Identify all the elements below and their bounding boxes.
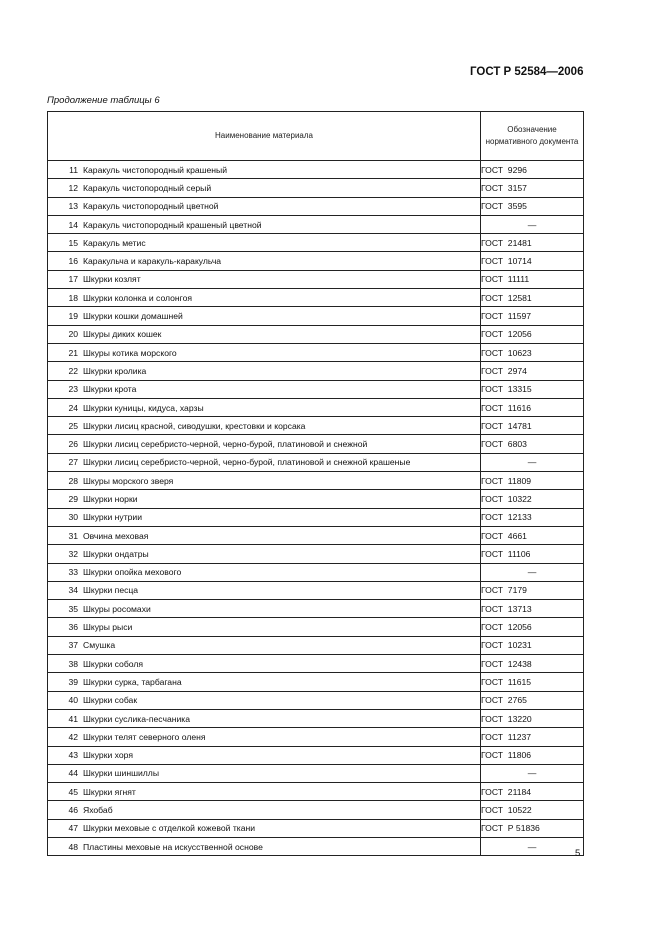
table-row — [48, 417, 584, 435]
row-number: 12 — [68, 182, 78, 193]
material-name-cell — [48, 362, 481, 380]
material-name: Шкурки шиншиллы — [83, 768, 160, 779]
row-number: 39 — [68, 676, 78, 687]
material-name: Шкурки песца — [83, 585, 139, 596]
material-name-cell — [48, 343, 481, 361]
normative-document-cell: ГОСТ 10231 — [481, 636, 584, 654]
table-row — [48, 655, 584, 673]
material-name-cell — [48, 801, 481, 819]
normative-document-cell: — — [481, 764, 584, 782]
material-name: Пластины меховые на искусственной основе — [83, 841, 263, 852]
material-name: Каракульча и каракуль-каракульча — [83, 256, 222, 267]
row-number: 35 — [68, 603, 78, 614]
table-row — [48, 728, 584, 746]
material-name-cell — [48, 270, 481, 288]
row-number: 24 — [68, 402, 78, 413]
normative-document-cell: ГОСТ 13220 — [481, 709, 584, 727]
table-row — [48, 783, 584, 801]
material-name-cell — [48, 161, 481, 179]
normative-document-cell: — — [481, 837, 584, 855]
table-row — [48, 270, 584, 288]
table-row — [48, 545, 584, 563]
row-number: 47 — [68, 823, 78, 834]
material-name-cell — [48, 600, 481, 618]
normative-document-cell: ГОСТ 11615 — [481, 673, 584, 691]
material-name-cell — [48, 234, 481, 252]
material-name-cell — [48, 819, 481, 837]
table-row — [48, 325, 584, 343]
material-name-cell — [48, 307, 481, 325]
normative-document-cell: ГОСТ 14781 — [481, 417, 584, 435]
table-row — [48, 362, 584, 380]
material-name-cell — [48, 490, 481, 508]
normative-document-cell: ГОСТ 3595 — [481, 197, 584, 215]
material-name: Шкуры диких кошек — [83, 329, 162, 340]
normative-document-cell: ГОСТ 12056 — [481, 325, 584, 343]
material-name-cell — [48, 581, 481, 599]
table-header-row — [48, 112, 584, 161]
material-name: Шкурки соболя — [83, 658, 144, 669]
table-row — [48, 161, 584, 179]
normative-document-cell: ГОСТ 3157 — [481, 179, 584, 197]
material-name-cell — [48, 453, 481, 471]
normative-document-cell: ГОСТ 13315 — [481, 380, 584, 398]
table-row — [48, 673, 584, 691]
normative-document-cell: ГОСТ 11616 — [481, 398, 584, 416]
normative-document-cell: ГОСТ 9296 — [481, 161, 584, 179]
material-name: Яхобаб — [83, 805, 113, 816]
table-row — [48, 508, 584, 526]
row-number: 25 — [68, 420, 78, 431]
normative-document-cell: ГОСТ 6803 — [481, 435, 584, 453]
normative-document-cell: ГОСТ 11597 — [481, 307, 584, 325]
material-name: Шкурки телят северного оленя — [83, 731, 206, 742]
normative-document-cell: ГОСТ 2765 — [481, 691, 584, 709]
material-name-cell — [48, 764, 481, 782]
table-row — [48, 636, 584, 654]
material-name-cell — [48, 435, 481, 453]
material-name: Шкурки лисиц серебристо-черной, черно-бурой, платиновой и снежной — [83, 439, 368, 450]
row-number: 44 — [68, 768, 78, 779]
material-name: Шкуры морского зверя — [83, 475, 174, 486]
material-name: Шкурки хоря — [83, 750, 133, 761]
normative-document-cell: ГОСТ 10623 — [481, 343, 584, 361]
document-code: ГОСТ Р 52584—2006 — [470, 66, 584, 78]
material-name: Шкурки лисиц серебристо-черной, черно-бурой, платиновой и снежной крашеные — [83, 457, 411, 468]
row-number: 23 — [68, 384, 78, 395]
material-name: Шкурки норки — [83, 493, 138, 504]
table-continuation-label: Продолжение таблицы 6 — [47, 95, 160, 106]
row-number: 48 — [68, 841, 78, 852]
material-name-cell — [48, 783, 481, 801]
table-row — [48, 490, 584, 508]
material-name-cell — [48, 215, 481, 233]
row-number: 15 — [68, 237, 78, 248]
row-number: 19 — [68, 311, 78, 322]
material-name-cell — [48, 837, 481, 855]
material-name-cell — [48, 655, 481, 673]
normative-document-cell: ГОСТ Р 51836 — [481, 819, 584, 837]
material-name: Каракуль чистопородный цветной — [83, 201, 219, 212]
material-name-cell — [48, 618, 481, 636]
table-row — [48, 307, 584, 325]
row-number: 13 — [68, 201, 78, 212]
row-number: 32 — [68, 548, 78, 559]
material-name: Шкурки кошки домашней — [83, 311, 183, 322]
material-name-cell — [48, 746, 481, 764]
material-name: Каракуль метис — [83, 237, 146, 248]
material-name: Шкурки ягнят — [83, 786, 136, 797]
page-number: 5 — [575, 848, 581, 859]
material-name-cell — [48, 472, 481, 490]
table-row — [48, 435, 584, 453]
row-number: 18 — [68, 292, 78, 303]
normative-document-cell: ГОСТ 11809 — [481, 472, 584, 490]
material-name-cell — [48, 325, 481, 343]
row-number: 16 — [68, 256, 78, 267]
table-row — [48, 581, 584, 599]
material-name-cell — [48, 673, 481, 691]
row-number: 26 — [68, 439, 78, 450]
normative-document-cell: ГОСТ 12133 — [481, 508, 584, 526]
row-number: 45 — [68, 786, 78, 797]
normative-document-cell: ГОСТ 11106 — [481, 545, 584, 563]
table-row — [48, 526, 584, 544]
material-name: Шкурки лисиц красной, сиводушки, крестовки и корсака — [83, 420, 306, 431]
table-row — [48, 252, 584, 270]
normative-document-cell: ГОСТ 11111 — [481, 270, 584, 288]
table-row — [48, 837, 584, 855]
material-name-cell — [48, 563, 481, 581]
normative-document-cell: ГОСТ 12056 — [481, 618, 584, 636]
table-row — [48, 380, 584, 398]
row-number: 20 — [68, 329, 78, 340]
normative-document-cell: ГОСТ 21184 — [481, 783, 584, 801]
table-row — [48, 819, 584, 837]
material-name: Смушка — [83, 640, 116, 651]
normative-document-cell: ГОСТ 2974 — [481, 362, 584, 380]
materials-table — [47, 111, 584, 856]
table-row — [48, 289, 584, 307]
column-header-material-name: Наименование материала — [48, 112, 481, 161]
row-number: 42 — [68, 731, 78, 742]
normative-document-cell: ГОСТ 13713 — [481, 600, 584, 618]
row-number: 27 — [68, 457, 78, 468]
material-name-cell — [48, 691, 481, 709]
normative-document-cell: ГОСТ 21481 — [481, 234, 584, 252]
normative-document-cell: ГОСТ 11237 — [481, 728, 584, 746]
row-number: 17 — [68, 274, 78, 285]
normative-document-cell: ГОСТ 10714 — [481, 252, 584, 270]
material-name-cell — [48, 179, 481, 197]
table-row — [48, 453, 584, 471]
material-name: Шкуры рыси — [83, 622, 133, 633]
material-name-cell — [48, 398, 481, 416]
row-number: 28 — [68, 475, 78, 486]
material-name-cell — [48, 197, 481, 215]
table-row — [48, 600, 584, 618]
material-name: Шкурки собак — [83, 695, 138, 706]
row-number: 33 — [68, 567, 78, 578]
row-number: 29 — [68, 493, 78, 504]
material-name: Шкурки опойка мехового — [83, 567, 182, 578]
normative-document-cell: ГОСТ 12438 — [481, 655, 584, 673]
material-name: Каракуль чистопородный крашеный цветной — [83, 219, 262, 230]
row-number: 34 — [68, 585, 78, 596]
table-row — [48, 179, 584, 197]
table-row — [48, 398, 584, 416]
material-name: Овчина меховая — [83, 530, 149, 541]
material-name: Шкурки крота — [83, 384, 137, 395]
row-number: 46 — [68, 805, 78, 816]
row-number: 14 — [68, 219, 78, 230]
material-name: Шкурки суслика-песчаника — [83, 713, 191, 724]
table-row — [48, 234, 584, 252]
normative-document-cell: — — [481, 563, 584, 581]
normative-document-cell: ГОСТ 12581 — [481, 289, 584, 307]
row-number: 38 — [68, 658, 78, 669]
row-number: 21 — [68, 347, 78, 358]
row-number: 30 — [68, 512, 78, 523]
material-name: Каракуль чистопородный крашеный — [83, 164, 228, 175]
material-name-cell — [48, 417, 481, 435]
table-row — [48, 746, 584, 764]
material-name: Шкурки сурка, тарбагана — [83, 676, 182, 687]
table-row — [48, 563, 584, 581]
table-row — [48, 709, 584, 727]
material-name: Шкуры котика морского — [83, 347, 177, 358]
normative-document-cell: ГОСТ 10322 — [481, 490, 584, 508]
material-name-cell — [48, 728, 481, 746]
table-row — [48, 801, 584, 819]
material-name-cell — [48, 636, 481, 654]
row-number: 31 — [68, 530, 78, 541]
material-name-cell — [48, 289, 481, 307]
material-name: Каракуль чистопородный серый — [83, 182, 212, 193]
row-number: 11 — [69, 164, 78, 175]
row-number: 43 — [68, 750, 78, 761]
table-row — [48, 764, 584, 782]
material-name-cell — [48, 380, 481, 398]
table-body — [48, 161, 584, 856]
material-name: Шкурки кролика — [83, 365, 147, 376]
column-header-normative-document: Обозначение нормативного документа — [481, 112, 584, 161]
material-name: Шкурки меховые с отделкой кожевой ткани — [83, 823, 256, 834]
material-name-cell — [48, 526, 481, 544]
table-row — [48, 197, 584, 215]
table-row — [48, 343, 584, 361]
material-name: Шкурки ондатры — [83, 548, 149, 559]
table-row — [48, 618, 584, 636]
row-number: 41 — [68, 713, 78, 724]
normative-document-cell: — — [481, 453, 584, 471]
table-row — [48, 215, 584, 233]
material-name-cell — [48, 545, 481, 563]
row-number: 40 — [68, 695, 78, 706]
normative-document-cell: ГОСТ 11806 — [481, 746, 584, 764]
material-name-cell — [48, 252, 481, 270]
material-name-cell — [48, 508, 481, 526]
material-name: Шкуры росомахи — [83, 603, 151, 614]
table-row — [48, 691, 584, 709]
row-number: 36 — [68, 622, 78, 633]
normative-document-cell: ГОСТ 4661 — [481, 526, 584, 544]
normative-document-cell: ГОСТ 10522 — [481, 801, 584, 819]
normative-document-cell: ГОСТ 7179 — [481, 581, 584, 599]
material-name: Шкурки нутрии — [83, 512, 143, 523]
material-name: Шкурки колонка и солонгоя — [83, 292, 193, 303]
row-number: 22 — [68, 365, 78, 376]
material-name: Шкурки козлят — [83, 274, 141, 285]
row-number: 37 — [68, 640, 78, 651]
normative-document-cell: — — [481, 215, 584, 233]
material-name-cell — [48, 709, 481, 727]
table-row — [48, 472, 584, 490]
material-name: Шкурки куницы, кидуса, харзы — [83, 402, 204, 413]
